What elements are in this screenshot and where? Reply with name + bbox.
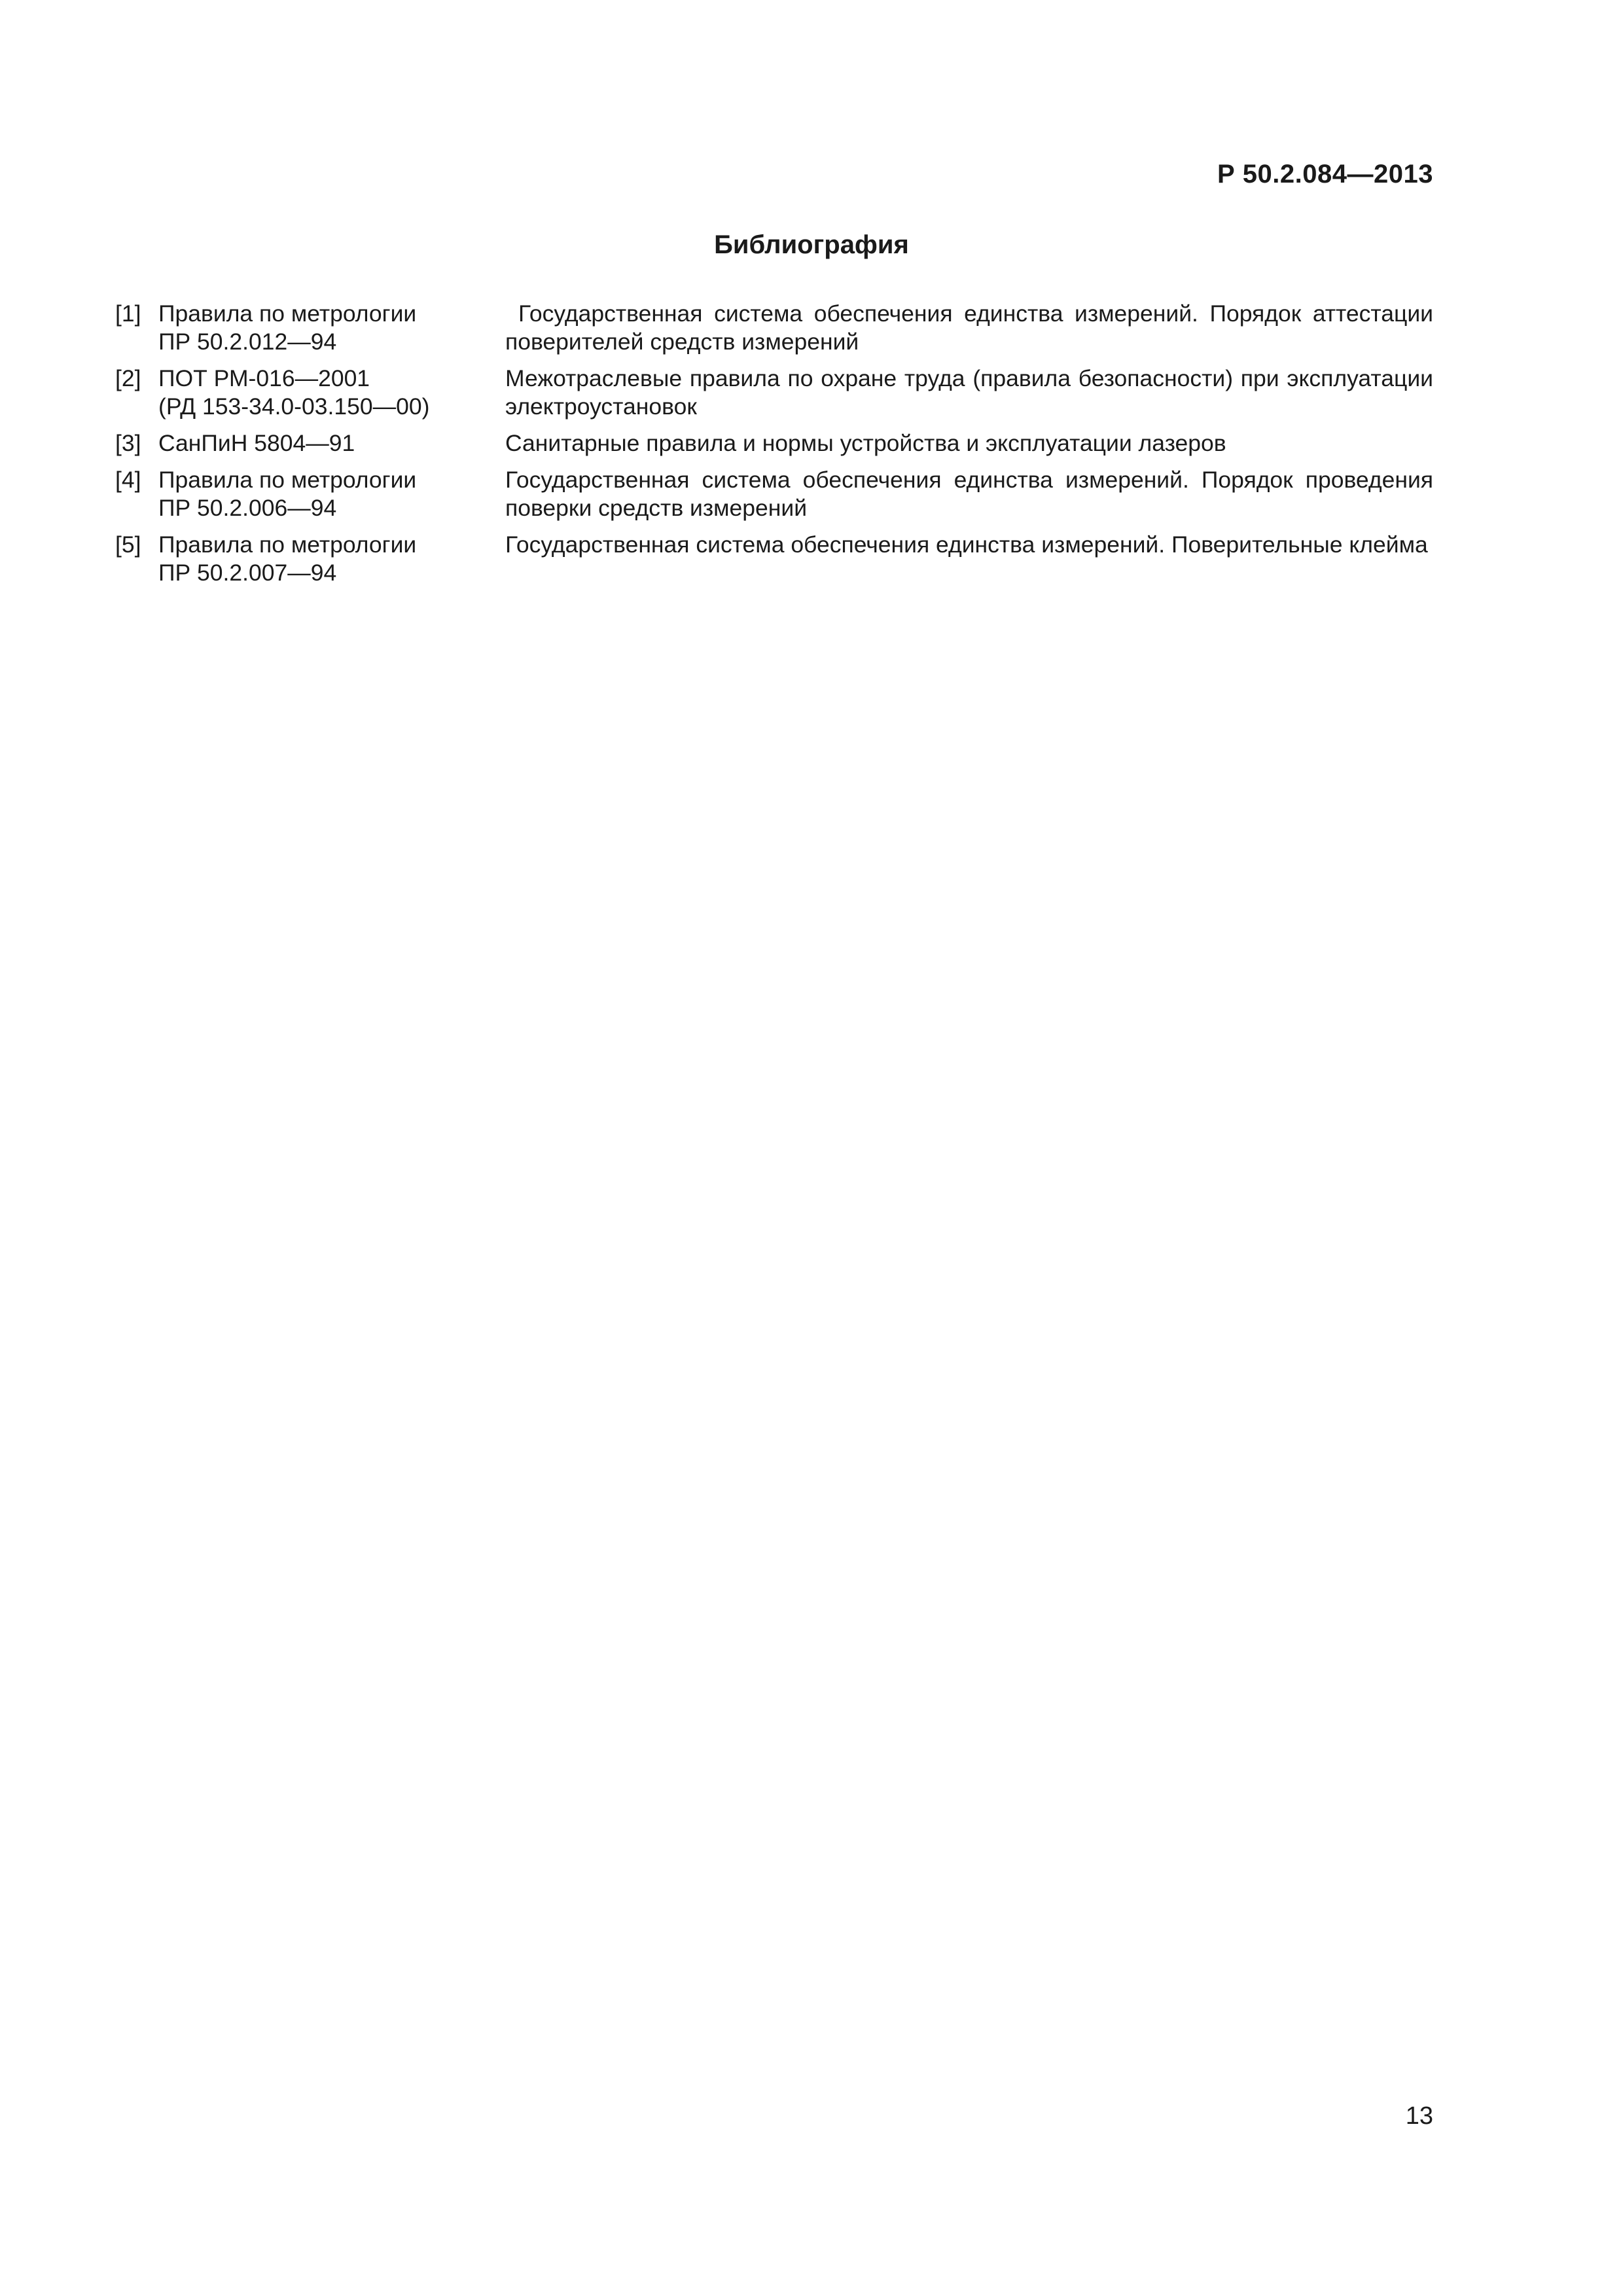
reference-line-2: ПР 50.2.012—94: [158, 329, 337, 355]
reference-line-2: ПР 50.2.007—94: [158, 560, 337, 586]
entry-description: Государственная система обеспечения единства измерений. Порядок аттестации поверителей средств измерений: [505, 300, 1433, 355]
bibliography-entry-3: [115, 429, 1433, 457]
entry-reference: [158, 466, 505, 522]
entry-reference: [158, 365, 505, 421]
entry-reference: [158, 531, 505, 587]
entry-number: [3]: [115, 430, 141, 456]
entry-description: Государственная система обеспечения единства измерений. Поверительные клейма: [505, 531, 1428, 558]
bibliography-list: [115, 300, 1433, 587]
reference-line-1: Правила по метрологии: [158, 300, 417, 327]
reference-line-1: ПОТ РМ-016—2001: [158, 365, 370, 391]
bibliography-entry-1: [115, 300, 1433, 356]
bibliography-entry-2: [115, 365, 1433, 421]
document-code: Р 50.2.084—2013: [1217, 160, 1433, 188]
reference-line-1: Правила по метрологии: [158, 531, 417, 558]
entry-description: Санитарные правила и нормы устройства и эксплуатации лазеров: [505, 430, 1226, 456]
entry-reference: [158, 429, 505, 457]
entry-number: [5]: [115, 531, 141, 558]
entry-number: [2]: [115, 365, 141, 391]
section-title: Библиография: [714, 230, 909, 259]
entry-reference: [158, 300, 505, 356]
entry-description: Государственная система обеспечения единства измерений. Порядок проведения поверки средств измерений: [505, 467, 1433, 521]
entry-number: [4]: [115, 467, 141, 493]
entry-description: Межотраслевые правила по охране труда (правила безопасности) при эксплуатации электроустановок: [505, 365, 1433, 420]
bibliography-entry-4: [115, 466, 1433, 522]
reference-line-1: СанПиН 5804—91: [158, 430, 355, 456]
bibliography-entry-5: [115, 531, 1433, 587]
reference-line-2: ПР 50.2.006—94: [158, 495, 337, 521]
reference-line-2: (РД 153-34.0-03.150—00): [158, 393, 430, 420]
page-number: 13: [1405, 2102, 1433, 2130]
entry-number: [1]: [115, 300, 141, 327]
reference-line-1: Правила по метрологии: [158, 467, 417, 493]
